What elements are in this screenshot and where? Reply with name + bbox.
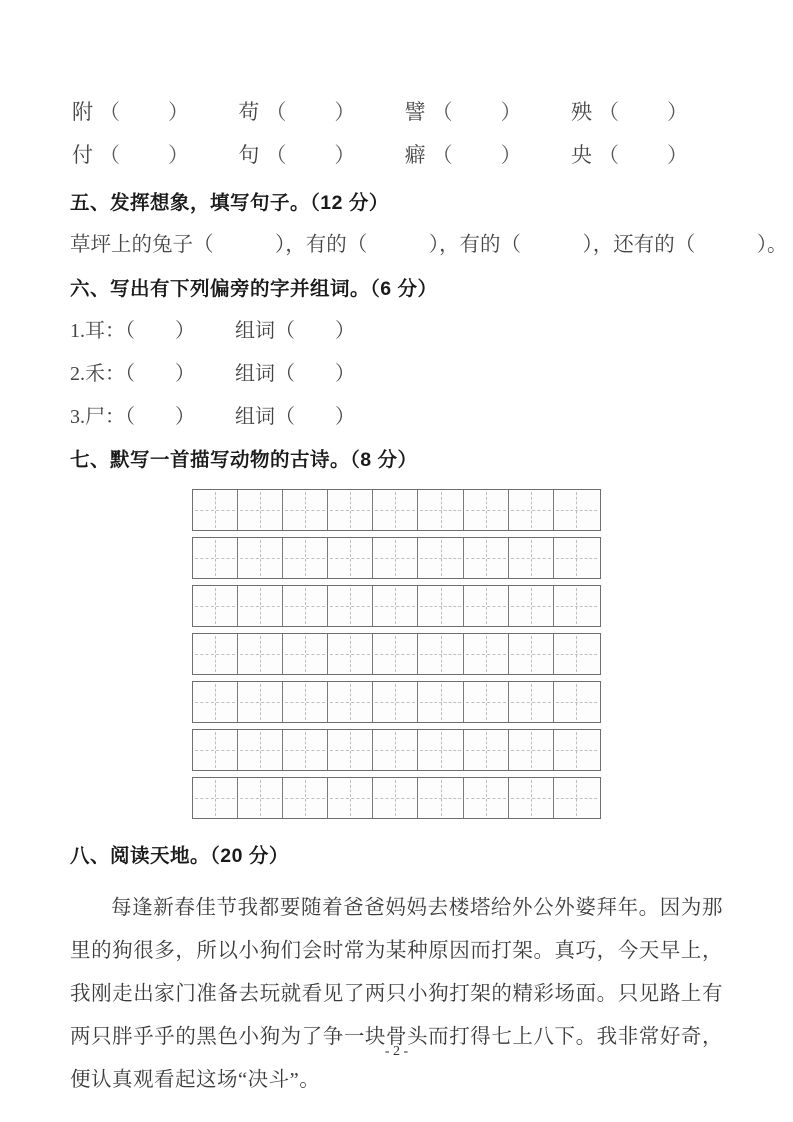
writing-grid-cell <box>464 490 509 530</box>
writing-grid-cell <box>509 634 554 674</box>
cell-center-hline <box>466 558 506 559</box>
cell-center-hline <box>195 750 235 751</box>
section5-fill-sentence: 草坪上的兔子（ ），有的（ ），有的（ ），还有的（ ）。 <box>70 234 788 256</box>
writing-grid-cell <box>373 634 418 674</box>
writing-grid-cell <box>373 778 418 818</box>
writing-grid-cell <box>509 778 554 818</box>
writing-grid-row <box>192 489 601 531</box>
writing-grid-cell <box>554 682 599 722</box>
writing-grid-cell <box>418 778 463 818</box>
cell-center-hline <box>195 654 235 655</box>
blank-brackets: （ ） <box>431 100 524 124</box>
cell-center-hline <box>556 510 597 511</box>
cell-center-hline <box>240 510 280 511</box>
cell-center-hline <box>511 702 551 703</box>
writing-grid-cell <box>418 634 463 674</box>
writing-grid-cell <box>554 730 599 770</box>
writing-grid-cell <box>373 682 418 722</box>
cell-center-hline <box>375 606 415 607</box>
cell-center-hline <box>330 510 370 511</box>
writing-grid-cell <box>283 682 328 722</box>
cell-center-hline <box>420 510 460 511</box>
writing-grid-cell <box>464 778 509 818</box>
char-blank-pair <box>571 100 690 124</box>
cell-center-hline <box>511 510 551 511</box>
cell-center-hline <box>240 654 280 655</box>
writing-grid-cell <box>509 538 554 578</box>
cell-center-hline <box>195 558 235 559</box>
char-blank-pair <box>571 143 690 167</box>
cell-center-hline <box>330 750 370 751</box>
cell-center-hline <box>285 558 325 559</box>
radical-item-2 <box>70 362 723 386</box>
cell-center-hline <box>420 798 460 799</box>
cell-center-hline <box>420 702 460 703</box>
cell-center-hline <box>466 798 506 799</box>
hanzi-char: 付 <box>72 143 93 167</box>
writing-grid-cell <box>193 634 238 674</box>
writing-grid-cell <box>238 682 283 722</box>
blank-brackets: （ ） <box>597 143 690 167</box>
writing-grid-cell <box>328 730 373 770</box>
writing-grid-row <box>192 681 601 723</box>
writing-grid-cell <box>238 538 283 578</box>
cell-center-hline <box>330 606 370 607</box>
section6-heading: 六、写出有下列偏旁的字并组词。（6 分） <box>70 278 438 300</box>
char-blank-pair <box>238 143 357 167</box>
hanzi-char: 殃 <box>570 100 592 124</box>
writing-grid-cell <box>193 490 238 530</box>
char-blank-pair <box>405 100 524 124</box>
writing-grid-cell <box>328 682 373 722</box>
writing-grid-cell <box>193 682 238 722</box>
blank-brackets: （ ） <box>597 100 690 124</box>
radical-item-3 <box>70 405 723 429</box>
writing-grid-row <box>192 777 601 819</box>
cell-center-hline <box>511 654 551 655</box>
writing-grid-cell <box>328 778 373 818</box>
writing-grid-cell <box>238 490 283 530</box>
cell-center-hline <box>556 750 597 751</box>
writing-grid-cell <box>418 490 463 530</box>
writing-grid-cell <box>328 586 373 626</box>
cell-center-hline <box>556 702 597 703</box>
writing-grid <box>192 489 601 819</box>
writing-grid-cell <box>193 730 238 770</box>
char-blank-pair <box>72 143 191 167</box>
writing-grid-row <box>192 729 601 771</box>
hanzi-char: 譬 <box>404 100 426 124</box>
cell-center-hline <box>556 798 597 799</box>
cell-center-hline <box>195 702 235 703</box>
cell-center-hline <box>556 558 597 559</box>
writing-grid-cell <box>509 730 554 770</box>
character-pair-row-1 <box>72 100 690 124</box>
cell-center-hline <box>285 654 325 655</box>
char-blank-pair <box>238 100 357 124</box>
cell-center-hline <box>285 750 325 751</box>
writing-grid-cell <box>509 682 554 722</box>
writing-grid-cell <box>238 634 283 674</box>
cell-center-hline <box>466 606 506 607</box>
writing-grid-cell <box>554 634 599 674</box>
writing-grid-row <box>192 537 601 579</box>
writing-grid-cell <box>418 538 463 578</box>
char-blank-pair <box>405 143 524 167</box>
writing-grid-cell <box>554 778 599 818</box>
writing-grid-cell <box>418 586 463 626</box>
writing-grid-cell <box>418 682 463 722</box>
cell-center-hline <box>195 606 235 607</box>
writing-grid-cell <box>238 586 283 626</box>
writing-grid-cell <box>373 538 418 578</box>
reading-passage: 每逢新春佳节我都要随着爸爸妈妈去楼塔给外公外婆拜年。因为那里的狗很多，所以小狗们会时常为某种原因而打架。真巧，今天早上，我刚走出家门准备去玩就看见了两只小狗打架的精彩场面。只见路上有两只胖乎乎的黑色小狗为了争一块骨头而打得七上八下。我非常好奇，便认真观看起这场“决斗”。 <box>70 897 723 1091</box>
cell-center-hline <box>420 654 460 655</box>
cell-center-hline <box>466 510 506 511</box>
writing-grid-cell <box>283 586 328 626</box>
writing-grid-cell <box>554 490 599 530</box>
cell-center-hline <box>375 798 415 799</box>
writing-grid-cell <box>464 634 509 674</box>
cell-center-hline <box>240 798 280 799</box>
writing-grid-cell <box>328 490 373 530</box>
writing-grid-cell <box>464 586 509 626</box>
cell-center-hline <box>556 654 597 655</box>
writing-grid-cell <box>464 538 509 578</box>
cell-center-hline <box>375 510 415 511</box>
cell-center-hline <box>195 798 235 799</box>
cell-center-hline <box>330 798 370 799</box>
cell-center-hline <box>420 750 460 751</box>
cell-center-hline <box>285 702 325 703</box>
writing-grid-cell <box>464 682 509 722</box>
char-blank-pair <box>72 100 191 124</box>
writing-grid-cell <box>373 586 418 626</box>
writing-grid-cell <box>283 634 328 674</box>
blank-brackets: （ ） <box>265 100 358 124</box>
writing-grid-cell <box>283 490 328 530</box>
radical-blank: 2.禾：（ ） <box>70 363 195 385</box>
cell-center-hline <box>511 798 551 799</box>
cell-center-hline <box>466 750 506 751</box>
section8-heading: 八、阅读天地。（20 分） <box>70 845 289 867</box>
cell-center-hline <box>556 606 597 607</box>
writing-grid-cell <box>464 730 509 770</box>
cell-center-hline <box>285 510 325 511</box>
writing-grid-cell <box>509 490 554 530</box>
cell-center-hline <box>375 750 415 751</box>
writing-grid-cell <box>554 538 599 578</box>
cell-center-hline <box>511 750 551 751</box>
cell-center-hline <box>375 654 415 655</box>
writing-grid-cell <box>328 538 373 578</box>
word-formation-blank: 组词（ ） <box>235 320 355 342</box>
writing-grid-cell <box>328 634 373 674</box>
radical-exercise-list <box>70 319 723 429</box>
writing-grid-cell <box>193 586 238 626</box>
writing-grid-cell <box>554 586 599 626</box>
cell-center-hline <box>195 510 235 511</box>
hanzi-char: 苟 <box>238 100 260 124</box>
cell-center-hline <box>466 654 506 655</box>
cell-center-hline <box>375 702 415 703</box>
writing-grid-cell <box>373 730 418 770</box>
hanzi-char: 央 <box>570 143 592 167</box>
blank-brackets: （ ） <box>431 143 524 167</box>
cell-center-hline <box>420 606 460 607</box>
writing-grid-row <box>192 585 601 627</box>
cell-center-hline <box>330 702 370 703</box>
writing-grid-cell <box>418 730 463 770</box>
hanzi-char: 癖 <box>404 143 426 167</box>
cell-center-hline <box>285 606 325 607</box>
writing-grid-cell <box>373 490 418 530</box>
character-pair-row-2 <box>72 143 690 167</box>
cell-center-hline <box>511 558 551 559</box>
section5-heading: 五、发挥想象，填写句子。（12 分） <box>70 192 389 214</box>
writing-grid-row <box>192 633 601 675</box>
page-number: - 2 - <box>384 1044 409 1059</box>
cell-center-hline <box>240 606 280 607</box>
hanzi-char: 附 <box>72 100 93 124</box>
cell-center-hline <box>285 798 325 799</box>
radical-item-1 <box>70 319 723 343</box>
blank-brackets: （ ） <box>99 143 191 167</box>
word-formation-blank: 组词（ ） <box>235 363 355 385</box>
writing-grid-cell <box>238 778 283 818</box>
cell-center-hline <box>240 702 280 703</box>
writing-grid-cell <box>283 730 328 770</box>
cell-center-hline <box>511 606 551 607</box>
writing-grid-cell <box>283 538 328 578</box>
cell-center-hline <box>330 558 370 559</box>
writing-grid-cell <box>238 730 283 770</box>
writing-grid-cell <box>283 778 328 818</box>
cell-center-hline <box>420 558 460 559</box>
blank-brackets: （ ） <box>265 143 358 167</box>
cell-center-hline <box>466 702 506 703</box>
radical-blank: 1.耳：（ ） <box>70 320 195 342</box>
section7-heading: 七、默写一首描写动物的古诗。（8 分） <box>70 449 418 471</box>
word-formation-blank: 组词（ ） <box>235 406 355 428</box>
cell-center-hline <box>330 654 370 655</box>
blank-brackets: （ ） <box>99 100 191 124</box>
radical-blank: 3.尸：（ ） <box>70 406 195 428</box>
writing-grid-cell <box>509 586 554 626</box>
writing-grid-cell <box>193 538 238 578</box>
hanzi-char: 句 <box>238 143 260 167</box>
cell-center-hline <box>240 558 280 559</box>
cell-center-hline <box>375 558 415 559</box>
cell-center-hline <box>240 750 280 751</box>
writing-grid-cell <box>193 778 238 818</box>
